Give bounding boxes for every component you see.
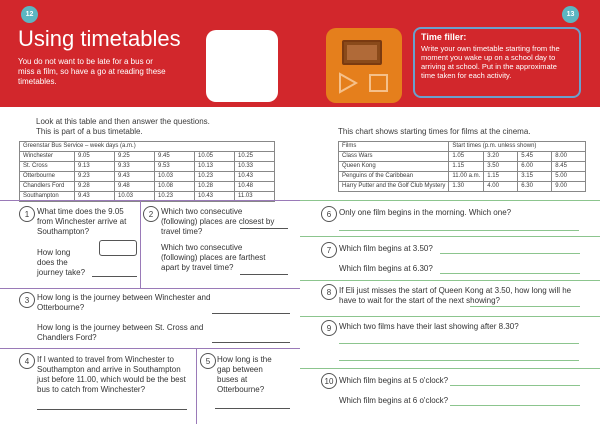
- answer-line[interactable]: [212, 313, 290, 314]
- blank-image-panel: [206, 30, 278, 102]
- time-cell: 9.33: [115, 162, 155, 172]
- section-rule: [0, 200, 300, 201]
- time-cell: 3.15: [518, 172, 552, 182]
- bus-stop-cell: Chandlers Ford: [20, 182, 75, 192]
- film-lead: This chart shows starting times for films at the cinema.: [338, 127, 531, 136]
- question-number-5: 5: [200, 353, 216, 369]
- time-cell: 9.45: [155, 152, 195, 162]
- answer-line[interactable]: [339, 343, 579, 344]
- time-cell: 9.48: [115, 182, 155, 192]
- question-5-text: How long is the gap between buses at Otterbourne?: [217, 355, 272, 394]
- time-cell: 10.43: [235, 172, 275, 182]
- section-rule: [300, 236, 600, 237]
- table-row: [20, 162, 275, 172]
- answer-line[interactable]: [339, 360, 579, 361]
- question-number-9: 9: [321, 320, 337, 336]
- question-1b-text: How long does the journey take?: [37, 248, 86, 277]
- time-cell: 10.28: [195, 182, 235, 192]
- time-cell: 8.45: [552, 162, 586, 172]
- question-number-8: 8: [321, 284, 337, 300]
- tablet-illustration: [326, 28, 402, 103]
- time-cell: 11.03: [235, 192, 275, 202]
- time-cell: 1.30: [449, 182, 484, 192]
- time-cell: 6.00: [518, 162, 552, 172]
- answer-line[interactable]: [215, 408, 290, 409]
- bus-table-header: Greenstar Bus Service – week days (a.m.): [20, 142, 275, 152]
- time-cell: 10.48: [235, 182, 275, 192]
- time-cell: 8.00: [552, 152, 586, 162]
- answer-line[interactable]: [37, 409, 187, 410]
- question-10b-text: Which film begins at 6 o'clock?: [339, 396, 449, 405]
- section-rule: [300, 316, 600, 317]
- time-cell: 9.00: [552, 182, 586, 192]
- time-cell: 1.15: [449, 162, 484, 172]
- bus-stop-cell: Winchester: [20, 152, 75, 162]
- page-number-left: 12: [21, 6, 38, 23]
- time-cell: 10.33: [235, 162, 275, 172]
- answer-line[interactable]: [240, 228, 288, 229]
- bus-timetable: [19, 141, 275, 202]
- film-col-header: Films: [339, 142, 449, 152]
- time-cell: 9.28: [75, 182, 115, 192]
- time-cell: 9.05: [75, 152, 115, 162]
- time-cell: 9.23: [75, 172, 115, 182]
- answer-line[interactable]: [212, 342, 290, 343]
- section-rule: [300, 368, 600, 369]
- table-row: [339, 162, 586, 172]
- answer-line[interactable]: [470, 306, 580, 307]
- section-divider: [196, 348, 197, 424]
- screen-inner: [347, 45, 377, 60]
- question-number-2: 2: [143, 206, 159, 222]
- table-row: [20, 142, 275, 152]
- time-cell: 4.00: [484, 182, 518, 192]
- question-2-text: Which two consecutive (following) places are closest by travel time?: [161, 207, 275, 236]
- table-row: [20, 152, 275, 162]
- time-filler-text: Write your own timetable starting from the moment you wake up on a school day to arriving at school. Put in the approximate time taken for each activity.: [421, 44, 560, 80]
- question-10-text: Which film begins at 5 o'clock?: [339, 376, 449, 385]
- question-7-text: Which film begins at 3.50?: [339, 244, 433, 253]
- table-row: [20, 172, 275, 182]
- time-cell: 10.03: [155, 172, 195, 182]
- time-cell: 9.43: [75, 192, 115, 202]
- section-rule: [300, 280, 600, 281]
- table-row: [20, 182, 275, 192]
- time-cell: 6.30: [518, 182, 552, 192]
- question-2b-text: Which two consecutive (following) places are farthest apart by travel time?: [161, 243, 266, 272]
- time-cell: 1.05: [449, 152, 484, 162]
- times-col-header: Start times (p.m. unless shown): [449, 142, 586, 152]
- answer-line[interactable]: [440, 253, 580, 254]
- answer-line[interactable]: [92, 276, 137, 277]
- question-number-4: 4: [19, 353, 35, 369]
- answer-line[interactable]: [450, 385, 580, 386]
- answer-box[interactable]: [99, 240, 137, 256]
- time-filler-box: [413, 27, 581, 98]
- film-cell: Penguins of the Caribbean: [339, 172, 449, 182]
- play-stop-icon: [338, 72, 392, 94]
- page-title: Using timetables: [18, 26, 181, 51]
- bus-stop-cell: Otterbourne: [20, 172, 75, 182]
- time-cell: 9.25: [115, 152, 155, 162]
- answer-line[interactable]: [440, 273, 580, 274]
- film-cell: Class Wars: [339, 152, 449, 162]
- time-cell: 3.20: [484, 152, 518, 162]
- question-1-text: What time does the 9.05 from Winchester arrive at Southampton?: [37, 207, 127, 236]
- screen-icon: [342, 40, 382, 65]
- section-divider: [140, 200, 141, 288]
- page-number-right: 13: [562, 6, 579, 23]
- question-3b-text: How long is the journey between St. Cross and Chandlers Ford?: [37, 323, 204, 342]
- question-6-text: Only one film begins in the morning. Which one?: [339, 208, 512, 217]
- answer-line[interactable]: [450, 405, 580, 406]
- time-cell: 10.23: [195, 172, 235, 182]
- question-number-3: 3: [19, 292, 35, 308]
- question-number-7: 7: [321, 242, 337, 258]
- film-cell: Queen Kong: [339, 162, 449, 172]
- time-cell: 5.45: [518, 152, 552, 162]
- time-cell: 3.50: [484, 162, 518, 172]
- question-number-10: 10: [321, 373, 337, 389]
- question-3-text: How long is the journey between Winchester and Otterbourne?: [37, 293, 211, 312]
- film-timetable: [338, 141, 586, 192]
- bus-lead-2: This is part of a bus timetable.: [36, 127, 143, 136]
- answer-line[interactable]: [339, 230, 579, 231]
- answer-line[interactable]: [240, 274, 288, 275]
- table-row: [339, 152, 586, 162]
- time-cell: 10.03: [115, 192, 155, 202]
- table-row: [339, 182, 586, 192]
- bus-stop-cell: St. Cross: [20, 162, 75, 172]
- time-cell: 9.43: [115, 172, 155, 182]
- time-cell: 9.53: [155, 162, 195, 172]
- time-cell: 9.13: [75, 162, 115, 172]
- table-row: [339, 172, 586, 182]
- question-4-text: If I wanted to travel from Winchester to Southampton and arrive in Southampton just before 11.00, which would be the best bus to catch from Winchester?: [37, 355, 186, 394]
- table-row: [339, 142, 586, 152]
- question-number-1: 1: [19, 206, 35, 222]
- bus-stop-cell: Southampton: [20, 192, 75, 202]
- time-cell: 1.15: [484, 172, 518, 182]
- time-cell: 10.05: [195, 152, 235, 162]
- time-cell: 10.08: [155, 182, 195, 192]
- time-cell: 10.25: [235, 152, 275, 162]
- bus-lead-1: Look at this table and then answer the questions.: [36, 117, 210, 126]
- question-7b-text: Which film begins at 6.30?: [339, 264, 433, 273]
- question-9-text: Which two films have their last showing after 8.30?: [339, 322, 519, 331]
- section-rule: [0, 348, 300, 349]
- time-cell: 10.43: [195, 192, 235, 202]
- time-cell: 5.00: [552, 172, 586, 182]
- intro-text: You do not want to be late for a bus or miss a film, so have a go at reading these timetables.: [18, 57, 166, 86]
- section-rule: [0, 288, 300, 289]
- film-cell: Harry Putter and the Golf Club Mystery: [339, 182, 449, 192]
- question-8-text: If Eli just misses the start of Queen Kong at 3.50, how long will he have to wait for the start of the next showing?: [339, 286, 572, 305]
- time-cell: 11.00 a.m.: [449, 172, 484, 182]
- question-number-6: 6: [321, 206, 337, 222]
- time-filler-title: Time filler:: [421, 32, 467, 42]
- time-cell: 10.23: [155, 192, 195, 202]
- time-cell: 10.13: [195, 162, 235, 172]
- section-rule: [300, 200, 600, 201]
